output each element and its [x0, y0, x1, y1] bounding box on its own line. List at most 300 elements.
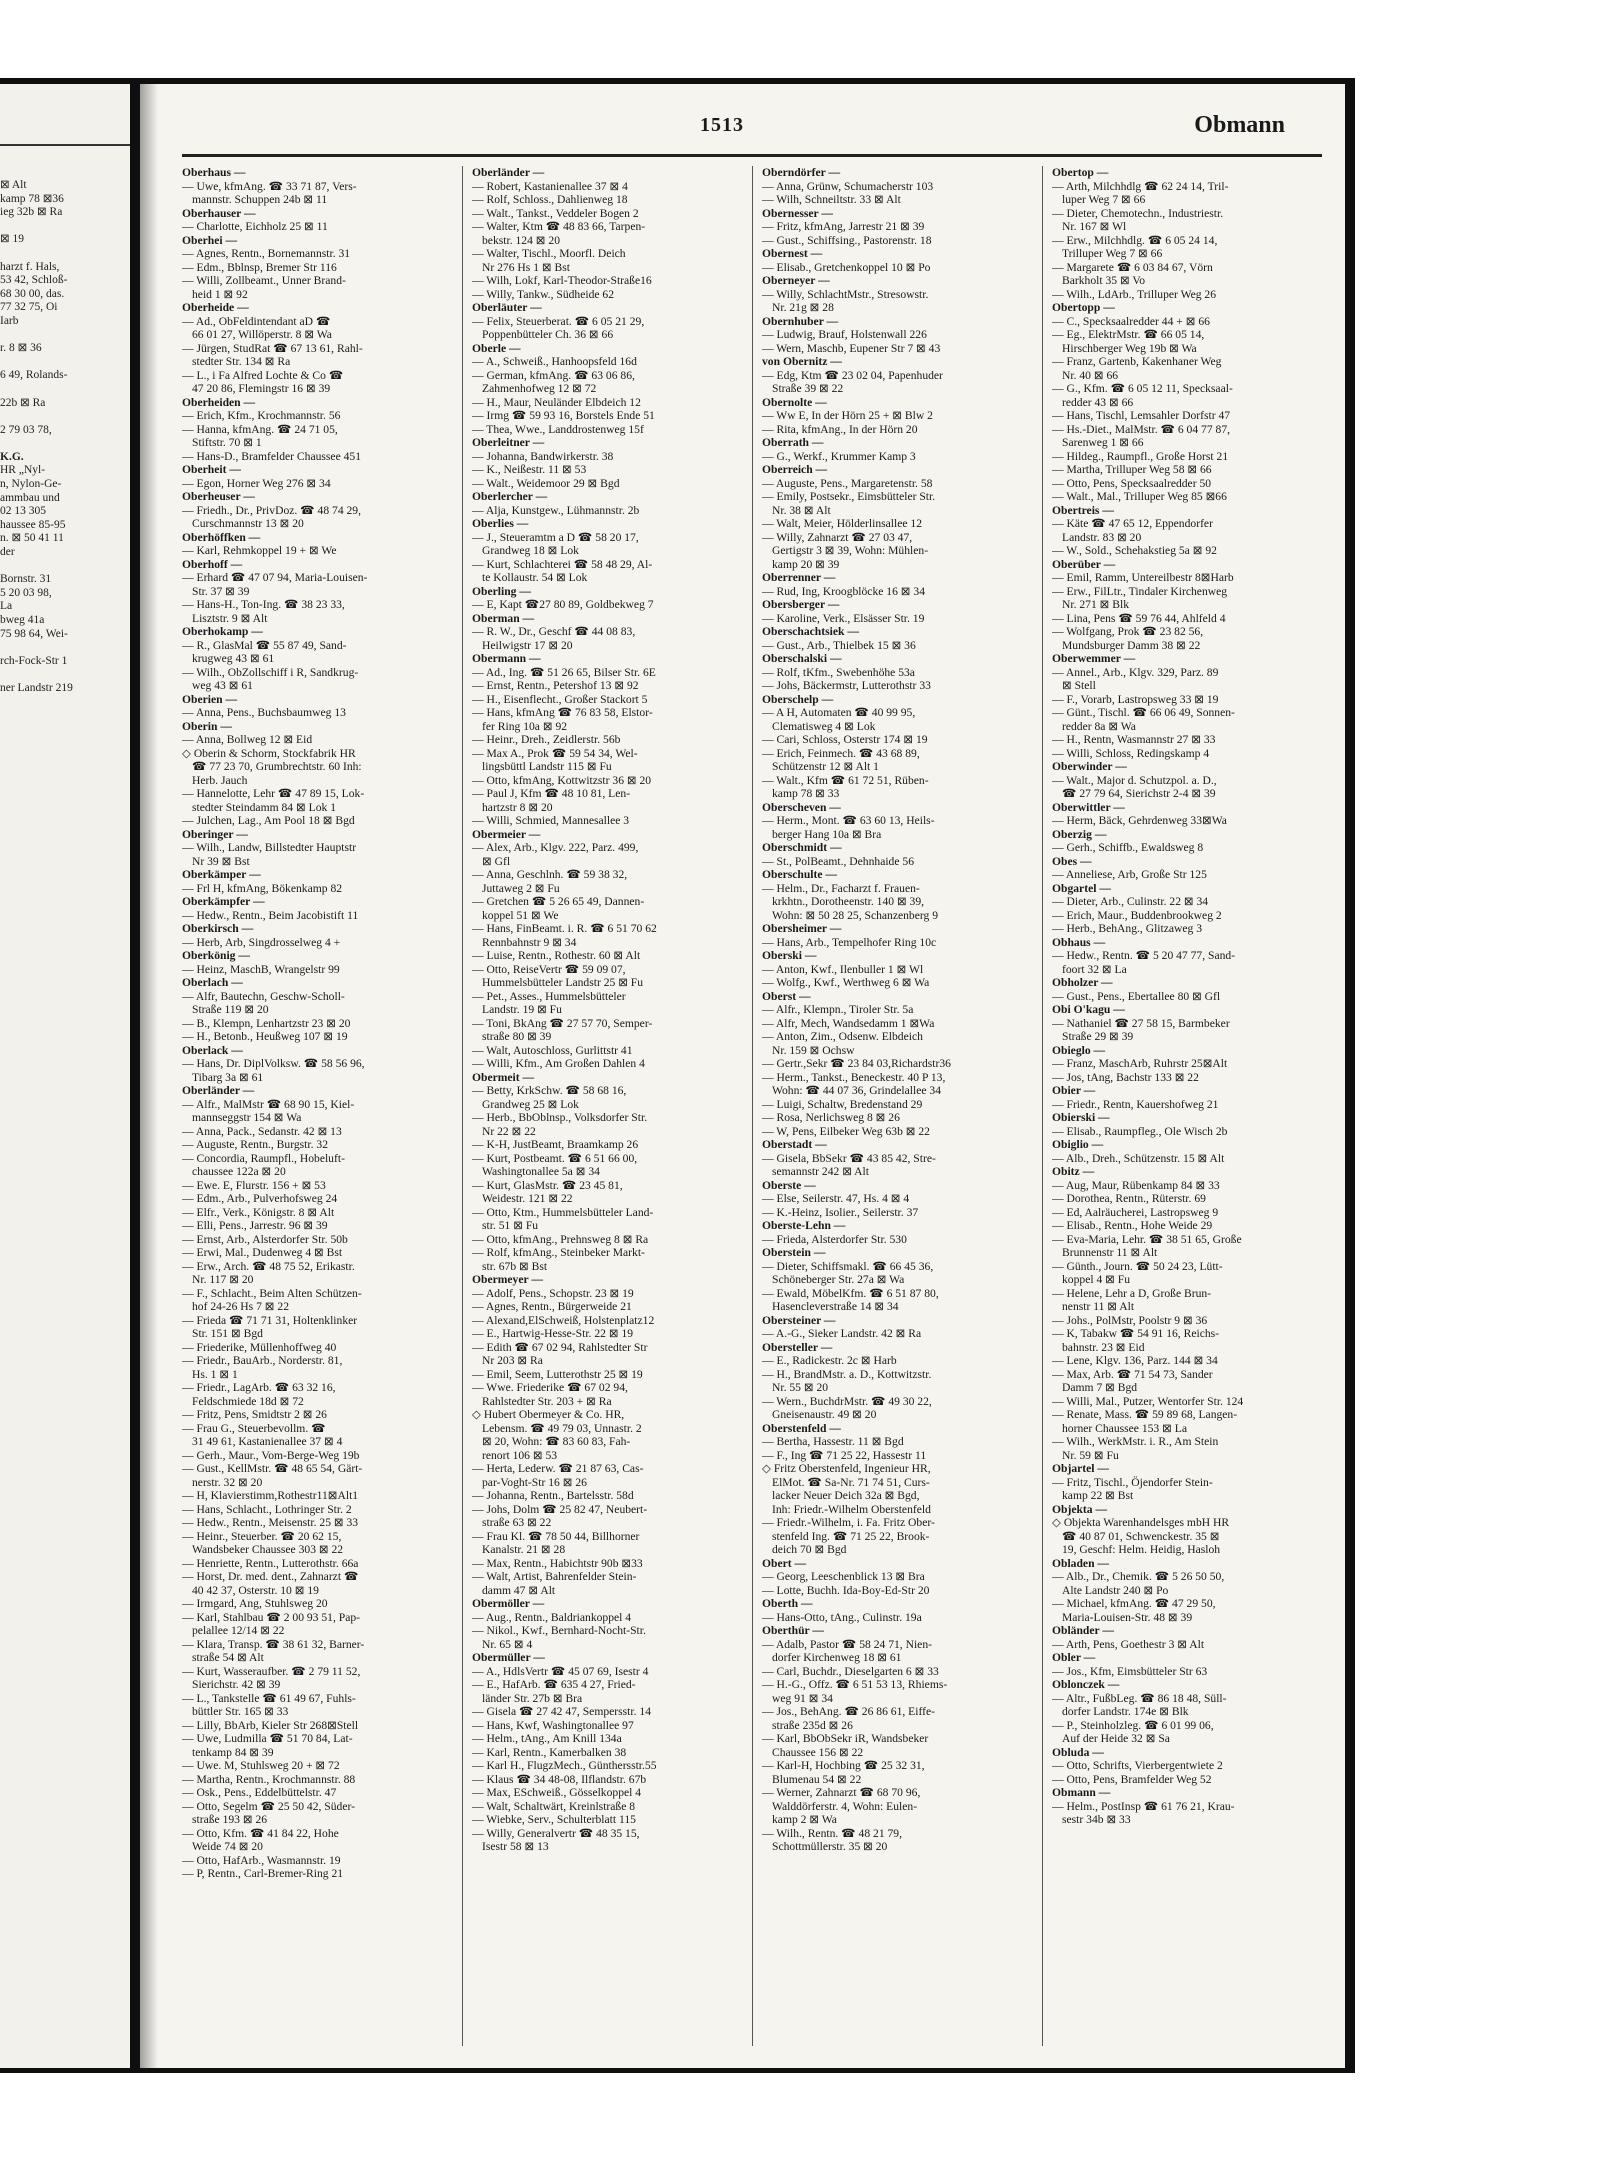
directory-entry: — Georg, Leeschenblick 13 ⊠ Bra	[762, 1570, 925, 1583]
surname-heading: Obermeier —	[472, 827, 541, 841]
directory-entry: — Willy, Zahnarzt ☎ 27 03 47,	[762, 530, 913, 544]
surname-heading: Oberkämpfer —	[182, 895, 265, 908]
directory-entry: — Edith ☎ 67 02 94, Rahlstedter Str	[472, 1340, 648, 1354]
surname-heading: Oberth —	[762, 1597, 813, 1610]
surname-heading: von Obernitz —	[762, 355, 842, 368]
directory-entry: — Rud, Ing, Kroogblöcke 16 ⊠ 34	[762, 584, 925, 598]
surname-heading: Oberin —	[182, 719, 232, 733]
entry-continuation: Nr. 65 ⊠ 4	[482, 1637, 533, 1651]
directory-entry: — Erwi, Mal., Dudenweg 4 ⊠ Bst	[182, 1246, 343, 1259]
entry-continuation: Straße 39 ⊠ 22	[772, 382, 844, 395]
directory-entry: — Hans-D., Bramfelder Chaussee 451	[182, 449, 362, 463]
surname-heading: Oberländer —	[472, 166, 545, 179]
surname-heading: Oberschulte —	[762, 868, 838, 881]
column-4	[1052, 166, 1320, 2046]
directory-entry: — Martha, Rentn., Krochmannstr. 88	[182, 1772, 356, 1786]
directory-entry: — Ed, Aalräucherei, Lastropsweg 9	[1052, 1205, 1219, 1219]
directory-entry: — Anna, Geschlnh. ☎ 59 38 32,	[472, 868, 628, 881]
directory-entry: — Dieter, Arb., Culinstr. 22 ⊠ 34	[1052, 895, 1209, 908]
surname-heading: Obermüller —	[472, 1651, 545, 1664]
entry-continuation: Weidestr. 121 ⊠ 22	[482, 1192, 573, 1205]
directory-entry: ◇ Fritz Oberstenfeld, Ingenieur HR,	[762, 1462, 931, 1475]
entry-continuation: straße 63 ⊠ 22	[482, 1516, 552, 1529]
surname-heading: Obhaus —	[1052, 935, 1106, 949]
entry-continuation: länder Str. 27b ⊠ Bra	[482, 1691, 583, 1705]
directory-entry: — Karl, Rehmkoppel 19 + ⊠ We	[182, 544, 337, 557]
directory-entry: — Helene, Lehr a D, Große Brun-	[1052, 1286, 1212, 1300]
entry-continuation: Curschmannstr 13 ⊠ 20	[192, 517, 304, 530]
surname-heading: Oberschachtsiek —	[762, 625, 859, 638]
surname-heading: Obler —	[1052, 1651, 1096, 1664]
directory-entry: — Anna, Pack., Sedanstr. 42 ⊠ 13	[182, 1124, 342, 1138]
entry-continuation: te Kollaustr. 54 ⊠ Lok	[482, 571, 588, 584]
directory-entry: — E, Kapt ☎27 80 89, Goldbekweg 7	[472, 598, 654, 611]
directory-entry: — Uwe. M, Stuhlsweg 20 + ⊠ 72	[182, 1759, 340, 1772]
directory-entry: — Auguste, Pens., Margaretenstr. 58	[762, 476, 933, 490]
directory-entry: — Auguste, Rentn., Burgstr. 32	[182, 1138, 329, 1151]
directory-entry: — Margarete ☎ 6 03 84 67, Vörn	[1052, 260, 1213, 274]
entry-continuation: ⊠ Gfl	[482, 854, 511, 868]
directory-entry: — Anton, Kwf., Ilenbuller 1 ⊠ Wl	[762, 962, 924, 976]
directory-entry: — St., PolBeamt., Dehnhaide 56	[762, 854, 914, 868]
directory-entry: — H., Rentn, Wasmannstr 27 ⊠ 33	[1052, 733, 1216, 746]
directory-entry: — Erw., FilLtr., Tindaler Kirchenweg	[1052, 584, 1228, 598]
directory-entry: — Max A., Prok ☎ 59 54 34, Wel-	[472, 746, 638, 760]
left-fragment-line	[0, 356, 125, 370]
directory-entry: — Wern., BuchdrMstr. ☎ 49 30 22,	[762, 1394, 932, 1408]
directory-entry: — Kurt, Postbeamt. ☎ 6 51 66 00,	[472, 1151, 638, 1165]
directory-entry: — Anton, Zim., Odsenw. Elbdeich	[762, 1030, 923, 1043]
directory-entry: — Anna, Pens., Buchsbaumweg 13	[182, 706, 346, 719]
directory-entry: — L., i Fa Alfred Lochte & Co ☎	[182, 368, 344, 382]
directory-entry: — Otto, Pens, Bramfelder Weg 52	[1052, 1772, 1212, 1786]
entry-continuation: Rahlstedter Str. 203 + ⊠ Ra	[482, 1394, 612, 1408]
directory-entry: — Heinr., Dreh., Zeidlerstr. 56b	[472, 733, 621, 746]
entry-continuation: Wohn: ⊠ 50 28 25, Schanzenberg 9	[772, 908, 939, 922]
surname-heading: Oberling —	[472, 584, 531, 598]
directory-entry: — Werner, Zahnarzt ☎ 68 70 96,	[762, 1786, 921, 1799]
entry-continuation: Nr. 40 ⊠ 66	[1062, 368, 1119, 382]
directory-entry: — Friedr.-Wilhelm, i. Fa. Fritz Ober-	[762, 1516, 935, 1529]
left-facing-page	[0, 84, 130, 2068]
surname-heading: Obersteiner —	[762, 1313, 836, 1327]
directory-entry: — Franz, MaschArb, Ruhrstr 25⊠Alt	[1052, 1057, 1228, 1070]
surname-heading: Obgartel —	[1052, 881, 1111, 895]
directory-entry: — Elli, Pens., Jarrestr. 96 ⊠ 39	[182, 1219, 328, 1232]
directory-entry: — Herm., Tankst., Beneckestr. 40 P 13,	[762, 1070, 946, 1084]
directory-entry: — Fritz, Pens, Smidtstr 2 ⊠ 26	[182, 1408, 327, 1421]
entry-continuation: ☎ 40 87 01, Schwenckestr. 35 ⊠	[1062, 1529, 1220, 1543]
directory-entry: — Friederike, Müllenhoffweg 40	[182, 1340, 337, 1354]
surname-heading: Oberste-Lehn —	[762, 1219, 846, 1232]
directory-entry: — Wilh., WerkMstr. i. R., Am Stein	[1052, 1435, 1219, 1448]
directory-entry: — Max, Arb. ☎ 71 54 73, Sander	[1052, 1367, 1213, 1381]
left-fragment-line: ner Landstr 219	[0, 681, 73, 694]
surname-heading: Oberhokamp —	[182, 625, 263, 638]
directory-entry: — Jos, tAng, Bachstr 133 ⊠ 22	[1052, 1070, 1199, 1084]
surname-heading: Oberstein —	[762, 1246, 826, 1259]
directory-entry: — Ludwig, Brauf, Holstenwall 226	[762, 328, 927, 341]
left-fragment-line: 2 79 03 78,	[0, 423, 52, 436]
entry-continuation: 40 42 37, Osterstr. 10 ⊠ 19	[192, 1583, 319, 1597]
left-fragment-line	[0, 641, 125, 655]
entry-continuation: dorfer Kirchenweg 18 ⊠ 61	[772, 1651, 902, 1664]
directory-entry: — Else, Seilerstr. 47, Hs. 4 ⊠ 4	[762, 1192, 910, 1205]
directory-entry: — E., Radickestr. 2c ⊠ Harb	[762, 1354, 897, 1367]
column-divider	[1042, 166, 1043, 2046]
left-fragment-line: der	[0, 546, 15, 559]
directory-entry: — B., Klempn, Lenhartzstr 23 ⊠ 20	[182, 1016, 351, 1030]
surname-heading: Obermeit —	[472, 1070, 535, 1084]
entry-continuation: 47 20 86, Flemingstr 16 ⊠ 39	[192, 382, 331, 395]
surname-heading: Obi O'kagu —	[1052, 1003, 1125, 1016]
directory-entry: — H., Maur, Neuländer Elbdeich 12	[472, 395, 641, 409]
directory-entry: — Dieter, Schiffsmakl. ☎ 66 45 36,	[762, 1259, 934, 1273]
directory-entry: — A H, Automaten ☎ 40 99 95,	[762, 706, 916, 719]
directory-entry: — Karoline, Verk., Elsässer Str. 19	[762, 611, 925, 625]
directory-entry: — H., Betonb., Heußweg 107 ⊠ 19	[182, 1030, 348, 1043]
entry-continuation: Lisztstr. 9 ⊠ Alt	[192, 611, 268, 625]
surname-heading: Oberschalski —	[762, 652, 842, 665]
entry-continuation: lacker Neuer Deich 32a ⊠ Bgd,	[772, 1489, 920, 1502]
directory-entry: — Hans, Dr. DiplVolksw. ☎ 58 56 96,	[182, 1057, 365, 1070]
directory-entry: — P, Rentn., Carl-Bremer-Ring 21	[182, 1867, 344, 1880]
surname-heading: Oberndörfer —	[762, 166, 841, 179]
directory-entry: — Walt., Kfm ☎ 61 72 51, Rüben-	[762, 773, 929, 787]
entry-continuation: Clematisweg 4 ⊠ Lok	[772, 719, 876, 733]
entry-continuation: Zahmenhofweg 12 ⊠ 72	[482, 382, 597, 395]
directory-entry: — Hans, Schlacht., Lothringer Str. 2	[182, 1502, 352, 1516]
directory-entry: — Michael, kfmAng. ☎ 47 29 50,	[1052, 1597, 1216, 1610]
directory-entry: — Herta, Lederw. ☎ 21 87 63, Cas-	[472, 1462, 644, 1475]
surname-heading: Obmann —	[1052, 1786, 1111, 1799]
directory-entry: — Walt., Major d. Schutzpol. a. D.,	[1052, 773, 1217, 787]
directory-entry: — Walt, Autoschloss, Gurlittstr 41	[472, 1043, 633, 1057]
entry-continuation: Grandweg 18 ⊠ Lok	[482, 544, 579, 557]
entry-continuation: chaussee 122a ⊠ 20	[192, 1165, 286, 1178]
entry-continuation: mannstr. Schuppen 24b ⊠ 11	[192, 193, 328, 206]
directory-entry: — Paul J, Kfm ☎ 48 10 81, Len-	[472, 787, 631, 800]
entry-continuation: Lebensm. ☎ 49 79 03, Unnastr. 2	[482, 1421, 642, 1435]
surname-heading: Oberheit —	[182, 463, 241, 476]
entry-continuation: Hasencleverstraße 14 ⊠ 34	[772, 1300, 899, 1313]
surname-heading: Oberländer —	[182, 1084, 255, 1097]
directory-entry: — Wiebke, Serv., Schulterblatt 115	[472, 1813, 636, 1826]
directory-entry: — Gust., KellMstr. ☎ 48 65 54, Gärt-	[182, 1462, 363, 1475]
directory-entry: — Friedr., BauArb., Norderstr. 81,	[182, 1354, 343, 1367]
surname-heading: Obersteller —	[762, 1340, 833, 1354]
left-fragment-line: n, Nylon-Ge-	[0, 478, 62, 491]
directory-entry: — Max, Rentn., Habichtstr 90b ⊠33	[472, 1556, 643, 1570]
directory-entry: — Anna, Bollweg 12 ⊠ Eid	[182, 733, 313, 746]
entry-continuation: nenstr 11 ⊠ Alt	[1062, 1300, 1135, 1313]
surname-heading: Oberhei —	[182, 233, 238, 247]
surname-heading: Oberrenner —	[762, 571, 836, 584]
surname-heading: Oberreich —	[762, 463, 828, 476]
directory-entry: — Wilh, Schneiltstr. 33 ⊠ Alt	[762, 193, 901, 206]
entry-continuation: stenfeld Ing. ☎ 71 25 22, Brook-	[772, 1529, 930, 1543]
directory-entry: — Alex, Arb., Klgv. 222, Parz. 499,	[472, 841, 639, 854]
directory-entry: — Willy, Tankw., Südheide 62	[472, 287, 615, 301]
entry-continuation: kamp 2 ⊠ Wa	[772, 1813, 837, 1826]
directory-entry: — Hedw., Rentn., Meisenstr. 25 ⊠ 33	[182, 1516, 359, 1529]
entry-continuation: lingsbüttl Landstr 115 ⊠ Fu	[482, 760, 612, 773]
directory-entry: — Eva-Maria, Lehr. ☎ 38 51 65, Große	[1052, 1232, 1242, 1246]
directory-entry: — Ad., Ing. ☎ 51 26 65, Bilser Str. 6E	[472, 665, 656, 679]
entry-continuation: Nr. 117 ⊠ 20	[192, 1273, 254, 1286]
directory-entry: — Karl, Rentn., Kamerbalken 38	[472, 1745, 627, 1759]
entry-continuation: Stiftstr. 70 ⊠ 1	[192, 436, 262, 449]
directory-entry: — Herb, Arb, Singdrosselweg 4 +	[182, 935, 341, 949]
column-divider	[462, 166, 463, 2046]
directory-entry: — Ewald, MöbelKfm. ☎ 6 51 87 80,	[762, 1286, 939, 1300]
directory-entry: — Rosa, Nerlichsweg 8 ⊠ 26	[762, 1111, 900, 1124]
directory-entry: — Wilh., LdArb., Trilluper Weg 26	[1052, 287, 1217, 301]
entry-continuation: Nr. 21g ⊠ 28	[772, 301, 834, 314]
page-header	[140, 112, 1345, 152]
directory-entry: — Walt, Artist, Bahrenfelder Stein-	[472, 1570, 637, 1583]
left-fragment-line	[0, 560, 125, 574]
surname-heading: Oberwittler —	[1052, 800, 1125, 814]
directory-entry: — Hans, kfmAng ☎ 76 83 58, Elstor-	[472, 706, 653, 719]
entry-continuation: Gneisenaustr. 49 ⊠ 20	[772, 1408, 877, 1421]
directory-entry: — Aug., Rentn., Baldriankoppel 4	[472, 1610, 632, 1624]
entry-continuation: Blumenau 54 ⊠ 22	[772, 1772, 862, 1786]
surname-heading: Oberschelp —	[762, 692, 834, 706]
entry-continuation: Nr 276 Hs 1 ⊠ Bst	[482, 260, 570, 274]
entry-continuation: Nr. 55 ⊠ 20	[772, 1381, 829, 1394]
directory-entry: — Otto, Kfm. ☎ 41 84 22, Hohe	[182, 1826, 339, 1840]
left-fragment-line	[0, 247, 125, 261]
entry-continuation: luper Weg 7 ⊠ 66	[1062, 193, 1146, 206]
surname-heading: Obierski —	[1052, 1111, 1110, 1124]
entry-continuation: Straße 29 ⊠ 39	[1062, 1030, 1134, 1043]
directory-entry: — Edm., Arb., Pulverhofsweg 24	[182, 1192, 338, 1205]
surname-heading: Obiglio —	[1052, 1138, 1104, 1151]
directory-entry: — Johs, Bäckermstr, Lutterothstr 33	[762, 679, 931, 692]
directory-entry: — Lina, Pens ☎ 59 76 44, Ahlfeld 4	[1052, 611, 1226, 625]
directory-entry: — Willi, Kfm., Am Großen Dahlen 4	[472, 1057, 645, 1070]
surname-heading: Oberhoff —	[182, 557, 243, 571]
directory-entry: — Osk., Pens., Eddelbüttelstr. 47	[182, 1786, 337, 1799]
directory-entry: — Annel., Arb., Klgv. 329, Parz. 89	[1052, 665, 1219, 679]
left-page-text-fragment	[0, 179, 125, 696]
directory-entry: — Emil, Seem, Lutterothstr 25 ⊠ 19	[472, 1367, 643, 1381]
entry-continuation: Schöneberger Str. 27a ⊠ Wa	[772, 1273, 905, 1286]
entry-continuation: Chaussee 156 ⊠ 22	[772, 1745, 864, 1759]
directory-entry: — Friedr., Rentn, Kauershofweg 21	[1052, 1097, 1219, 1111]
directory-entry: — Wilh., Rentn. ☎ 48 21 79,	[762, 1826, 903, 1840]
directory-entry: — Pet., Asses., Hummelsbütteler	[472, 989, 626, 1003]
directory-entry: — Gust., Schiffsing., Pastorenstr. 18	[762, 233, 932, 247]
entry-continuation: Hirschberger Weg 19b ⊠ Wa	[1062, 341, 1197, 355]
directory-entry: — Karl H., FlugzMech., Günthersstr.55	[472, 1759, 657, 1772]
directory-entry: — A., HdlsVertr ☎ 45 07 69, Isestr 4	[472, 1664, 649, 1678]
directory-entry: — Wwe. Friederike ☎ 67 02 94,	[472, 1381, 628, 1394]
left-fragment-line: harzt f. Hals,	[0, 260, 60, 273]
directory-entry: — H., BrandMstr. a. D., Kottwitzstr.	[762, 1367, 932, 1381]
directory-entry: — Thea, Wwe., Landdrostenweg 15f	[472, 422, 644, 436]
entry-continuation: 31 49 61, Kastanienallee 37 ⊠ 4	[192, 1435, 343, 1448]
directory-entry: — W, Pens, Eilbeker Weg 63b ⊠ 22	[762, 1124, 930, 1138]
surname-heading: Oberüber —	[1052, 557, 1116, 571]
directory-entry: — Fritz, Tischl., Öjendorfer Stein-	[1052, 1475, 1213, 1489]
surname-heading: Oberkämper —	[182, 868, 261, 881]
directory-entry: — Otto, kfmAng., Prehnsweg 8 ⊠ Ra	[472, 1232, 649, 1246]
directory-entry: — Gretchen ☎ 5 26 65 49, Dannen-	[472, 895, 645, 908]
entry-continuation: Rennbahnstr 9 ⊠ 34	[482, 935, 577, 949]
directory-entry: — Gust., Pens., Ebertallee 80 ⊠ Gfl	[1052, 989, 1221, 1003]
surname-heading: Oberlercher —	[472, 490, 548, 503]
entry-continuation: Grandweg 25 ⊠ Lok	[482, 1097, 579, 1111]
entry-continuation: mannseggstr 154 ⊠ Wa	[192, 1111, 302, 1124]
entry-continuation: Wohn: ☎ 44 07 36, Grindelallee 34	[772, 1084, 942, 1097]
directory-entry: — Johs, Dolm ☎ 25 82 47, Neubert-	[472, 1502, 648, 1516]
entry-continuation: bekstr. 124 ⊠ 20	[482, 233, 560, 247]
directory-entry: — Kurt, Schlachterei ☎ 58 48 29, Al-	[472, 557, 653, 571]
directory-entry: — Emil, Ramm, Untereilbestr 8⊠Harb	[1052, 571, 1234, 584]
surname-heading: Oberschmidt —	[762, 841, 842, 854]
directory-entry: — Luigi, Schaltw, Bredenstand 29	[762, 1097, 923, 1111]
entry-continuation: Auf der Heide 32 ⊠ Sa	[1062, 1732, 1170, 1745]
surname-heading: Oberhaus —	[182, 166, 246, 179]
directory-entry: — E., Hartwig-Hesse-Str. 22 ⊠ 19	[472, 1327, 634, 1340]
directory-entry: — Ernst, Rentn., Petershof 13 ⊠ 92	[472, 679, 639, 692]
directory-entry: — Alfr, Bautechn, Geschw-Scholl-	[182, 989, 345, 1003]
left-fragment-line: ieg 32b ⊠ Ra	[0, 206, 63, 219]
directory-columns	[182, 166, 1332, 2046]
directory-entry: — P., Steinholzleg. ☎ 6 01 99 06,	[1052, 1718, 1214, 1732]
surname-heading: Oberst —	[762, 989, 811, 1003]
entry-continuation: str. 67b ⊠ Bst	[482, 1259, 548, 1273]
gutter-shadow	[140, 84, 158, 2068]
surname-heading: Oberleitner —	[472, 436, 545, 449]
surname-heading: Obluda —	[1052, 1745, 1104, 1759]
entry-continuation: Barkholt 35 ⊠ Vo	[1062, 274, 1146, 287]
surname-heading: Oberzig —	[1052, 827, 1107, 841]
entry-continuation: Str. 151 ⊠ Bgd	[192, 1327, 263, 1340]
entry-continuation: ⊠ 20, Wohn: ☎ 83 60 83, Fah-	[482, 1435, 631, 1448]
directory-entry: — Bertha, Hassestr. 11 ⊠ Bgd	[762, 1435, 904, 1448]
surname-heading: Oberheuser —	[182, 490, 255, 503]
directory-entry: — Erich, Kfm., Krochmannstr. 56	[182, 409, 341, 422]
surname-heading: Oberlies —	[472, 517, 529, 530]
entry-continuation: weg 43 ⊠ 61	[192, 679, 253, 692]
entry-continuation: semannstr 242 ⊠ Alt	[772, 1165, 869, 1178]
directory-entry: — Uwe, Ludmilla ☎ 51 70 84, Lat-	[182, 1732, 353, 1745]
entry-continuation: Nr 39 ⊠ Bst	[192, 854, 250, 868]
left-fragment-line: Bornstr. 31	[0, 573, 52, 586]
entry-continuation: Nr. 38 ⊠ Alt	[772, 503, 831, 517]
directory-entry: — Hs.-Diet., MalMstr. ☎ 6 04 77 87,	[1052, 422, 1231, 436]
directory-entry: — Anneliese, Arb, Große Str 125	[1052, 868, 1207, 881]
directory-entry: — Rolf, kfmAng., Steinbeker Markt-	[472, 1246, 645, 1259]
surname-heading: Objekta —	[1052, 1502, 1108, 1516]
surname-heading: Oberstadt —	[762, 1138, 827, 1151]
left-fragment-line: rch-Fock-Str 1	[0, 654, 68, 667]
surname-heading: Oberkönig —	[182, 949, 250, 962]
directory-entry: — Ad., ObFeldintendant aD ☎	[182, 314, 331, 328]
surname-heading: Objartel —	[1052, 1462, 1109, 1475]
directory-entry: — Karl, Stahlbau ☎ 2 00 93 51, Pap-	[182, 1610, 361, 1624]
directory-entry: — Hans, Arb., Tempelhofer Ring 10c	[762, 935, 937, 949]
directory-entry: — Hedw., Rentn., Beim Jacobistift 11	[182, 908, 359, 922]
entry-continuation: Inh: Friedr.-Wilhelm Oberstenfeld	[772, 1502, 931, 1516]
directory-entry: — J., Steueramtm a D ☎ 58 20 17,	[472, 530, 639, 544]
directory-entry: — Julchen, Lag., Am Pool 18 ⊠ Bgd	[182, 814, 355, 827]
directory-entry: — H., Eisenflecht., Großer Stackort 5	[472, 692, 648, 706]
surname-heading: Obersberger —	[762, 598, 840, 611]
directory-entry: — Rolf, tKfm., Swebenhöhe 53a	[762, 665, 915, 679]
directory-entry: — Walter, Tischl., Moorfl. Deich	[472, 247, 626, 260]
directory-entry: — W., Sold., Schehakstieg 5a ⊠ 92	[1052, 544, 1217, 557]
directory-entry: — Irmgard, Ang, Stuhlsweg 20	[182, 1597, 328, 1610]
directory-entry: — Fritz, kfmAng, Jarrestr 21 ⊠ 39	[762, 220, 925, 233]
directory-entry: — Alexand,ElSchweiß, Holstenplatz12	[472, 1313, 655, 1327]
left-fragment-line	[0, 410, 125, 424]
directory-entry: — Walt, Meier, Hölderlinsallee 12	[762, 517, 923, 530]
entry-continuation: fer Ring 10a ⊠ 92	[482, 719, 568, 733]
entry-continuation: kamp 22 ⊠ Bst	[1062, 1489, 1134, 1502]
directory-entry: — Agnes, Rentn., Bürgerweide 21	[472, 1300, 632, 1313]
column-divider	[752, 166, 753, 2046]
surname-heading: Obieglo —	[1052, 1043, 1106, 1057]
directory-entry: — Willi, Schmied, Mannesallee 3	[472, 814, 630, 827]
surname-heading: Oberkirsch —	[182, 922, 254, 935]
entry-continuation: Hs. 1 ⊠ 1	[192, 1367, 238, 1381]
entry-continuation: Tibarg 3a ⊠ 61	[192, 1070, 264, 1084]
directory-entry: — Walter, Ktm ☎ 48 83 66, Tarpen-	[472, 220, 646, 233]
directory-entry: — Luise, Rentn., Rothestr. 60 ⊠ Alt	[472, 949, 641, 962]
directory-entry: — Irmg ☎ 59 93 16, Borstels Ende 51	[472, 409, 655, 422]
entry-continuation: nerstr. 32 ⊠ 20	[192, 1475, 263, 1489]
entry-continuation: Str. 37 ⊠ 39	[192, 584, 250, 598]
directory-entry: — R., GlasMal ☎ 55 87 49, Sand-	[182, 638, 347, 652]
directory-entry: — Frau Kl. ☎ 78 50 44, Billhorner	[472, 1529, 640, 1543]
entry-continuation: Poppenbütteler Ch. 36 ⊠ 66	[482, 328, 614, 341]
entry-continuation: Schützenstr 12 ⊠ Alt 1	[772, 760, 879, 773]
left-fragment-line: 02 13 305	[0, 505, 46, 518]
surname-heading: Oberlack —	[182, 1043, 243, 1057]
entry-continuation: Weide 74 ⊠ 20	[192, 1840, 263, 1853]
directory-entry: — Lilly, BbArb, Kieler Str 268⊠Stell	[182, 1718, 359, 1732]
page-number: 1513	[700, 114, 744, 136]
entry-continuation: Nr. 167 ⊠ Wl	[1062, 220, 1127, 233]
directory-entry: — H.-G., Offz. ☎ 6 51 53 13, Rhiems-	[762, 1678, 948, 1691]
entry-continuation: ⊠ Stell	[1062, 679, 1096, 692]
surname-heading: Oberski —	[762, 949, 817, 962]
entry-continuation: Hummelsbütteler Landstr 25 ⊠ Fu	[482, 976, 644, 989]
directory-entry: — Dieter, Chemotechn., Industriestr.	[1052, 206, 1224, 220]
directory-entry: — Heinr., Steuerber. ☎ 20 62 15,	[182, 1529, 342, 1543]
directory-entry: — Willi, Schloss, Redingskamp 4	[1052, 746, 1210, 760]
directory-entry: — Elisab., Rentn., Hohe Weide 29	[1052, 1219, 1213, 1232]
directory-entry: — Klara, Transp. ☎ 38 61 32, Barner-	[182, 1637, 365, 1651]
directory-entry: — Aug, Maur, Rübenkamp 84 ⊠ 33	[1052, 1178, 1220, 1192]
directory-entry: — Günth., Journ. ☎ 50 24 23, Lütt-	[1052, 1259, 1223, 1273]
directory-entry: — Frieda, Alsterdorfer Str. 530	[762, 1232, 907, 1246]
entry-continuation: Nr. 271 ⊠ Blk	[1062, 598, 1130, 611]
directory-entry: — Walt., Tankst., Veddeler Bogen 2	[472, 206, 639, 220]
directory-entry: — Otto, Schrifts, Vierbergentwiete 2	[1052, 1759, 1223, 1772]
entry-continuation: tenkamp 84 ⊠ 39	[192, 1745, 274, 1759]
left-page-header-rule	[0, 144, 130, 146]
entry-continuation: Nr 203 ⊠ Ra	[482, 1354, 543, 1367]
left-fragment-line: kamp 78 ⊠36	[0, 192, 64, 205]
directory-entry: — Wilh, Lokf, Karl-Theodor-Straße16	[472, 274, 652, 287]
entry-continuation: kamp 20 ⊠ 39	[772, 557, 840, 571]
entry-continuation: heid 1 ⊠ 92	[192, 287, 248, 301]
